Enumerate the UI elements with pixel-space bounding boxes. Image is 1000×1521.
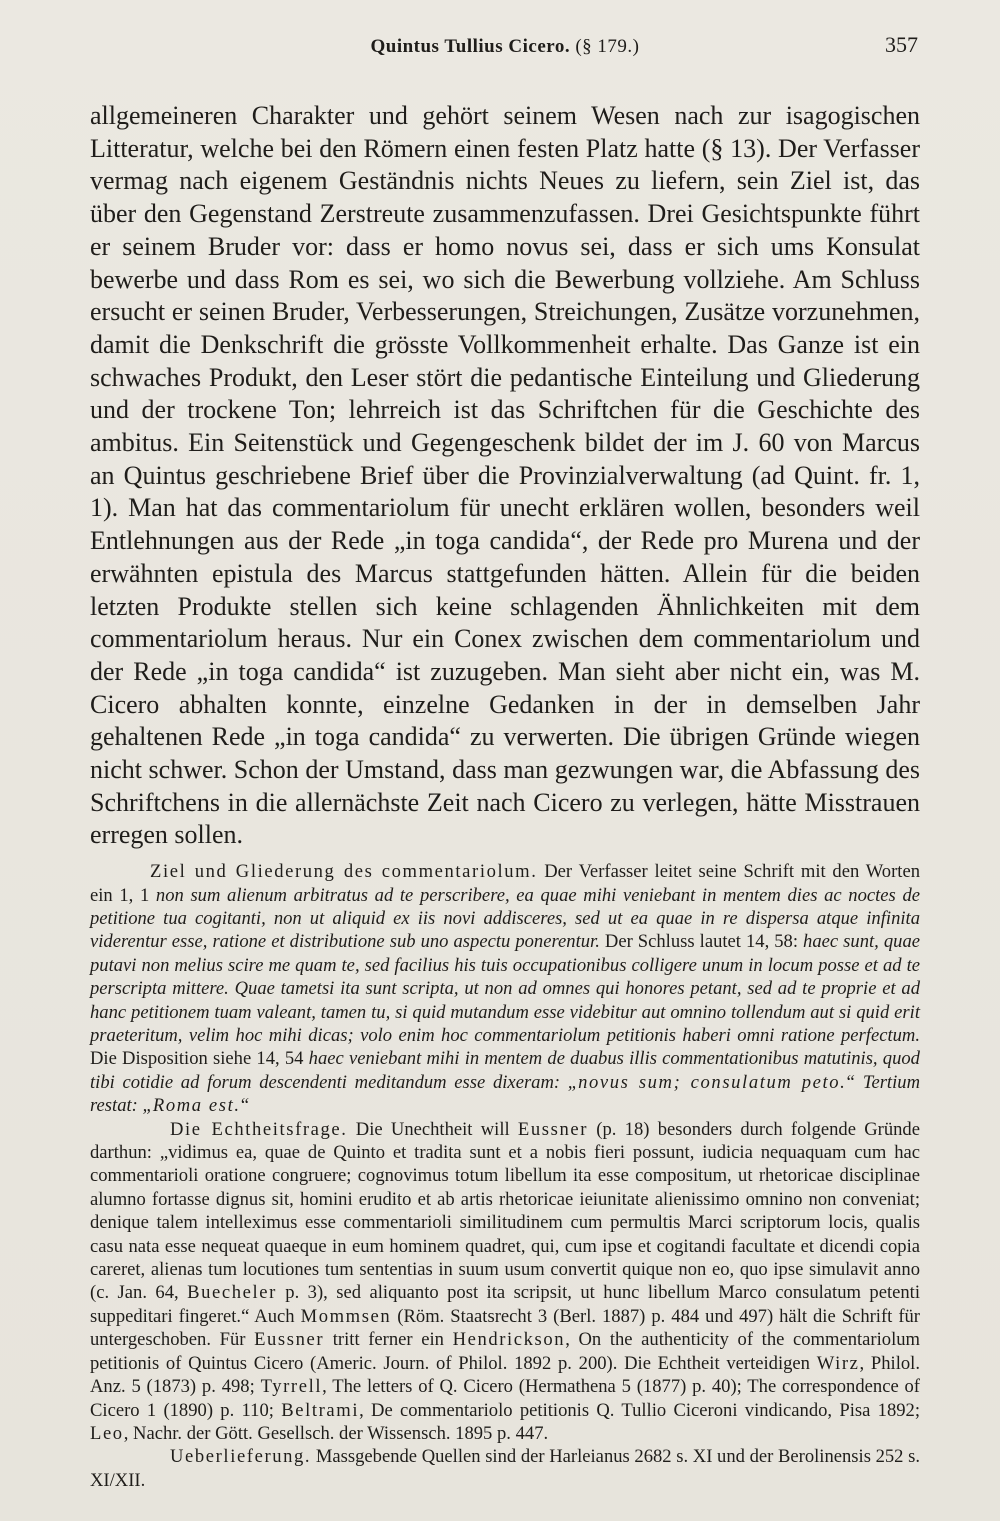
author-name: Buecheler [187,1282,277,1304]
note-text: , De commentariolo petitionis Q. Tullio Ciceroni vindicando, Pisa 1892; [359,1399,921,1421]
note-text: Die Disposition siehe 14, 54 [90,1048,309,1070]
latin-quotation: haec sunt, quae putavi non melius scire me quam te, sed facilius his tuis occupationibus colligere unum in locum posse et ad te perscripta mittere. Quae tametsi ita sunt scripta, ut non ad omnes qui honores petant, sed ad te proprie et ad hanc petitionem tuam valeant, tamen tu, si quid mutandum esse videbitur aut omnino tollendum aut si quid erit praeteritum, velim hoc mihi dicas; volo enim hoc commentariolum petitionis haberi omni ratione perfectum. [90,931,920,1047]
note-text: p. 3), sed aliquanto post ita scripsit, ut hunc libellum Marco consulatum petenti suppeditari fingeret.“ Auch [90,1282,920,1327]
note-text: , Philol. Anz. 5 (1873) p. 498; [90,1352,920,1398]
running-title-name: Quintus Tullius Cicero. [370,36,571,57]
author-name: Beltrami [281,1399,360,1421]
note-text: Die Unechtheit will [347,1118,518,1140]
note-text: Der Schluss lautet 14, 58: [599,931,804,953]
page-number: 357 [885,32,918,57]
author-name: Leo [90,1422,124,1444]
main-paragraph: allgemeineren Charakter und gehört seinem Wesen nach zur isagogischen Litteratur, welche bei den Römern einen festen Platz hatte (§ 13). Der Verfasser vermag nach eigenem Geständnis nichts Neues zu liefern, sein Ziel ist, das über den Gegenstand Zerstreute zusammenzufassen. Drei Gesichtspunkte führt er seinem Bruder vor: dass er homo novus sei, dass er sich ums Konsulat bewerbe und dass Rom es sei, wo sich die Bewerbung vollziehe. Am Schluss ersucht er seinen Bruder, Verbesserungen, Streichungen, Zusätze vorzunehmen, damit die Denkschrift die grösste Vollkommenheit erhalte. Das Ganze ist ein schwaches Produkt, den Leser stört die pedantische Einteilung und Gliederung und der trockene Ton; lehrreich ist das Schriftchen für die Geschichte des ambitus. Ein Seitenstück und Gegengeschenk bildet der im J. 60 von Marcus an Quintus geschriebene Brief über die Provinzialverwaltung (ad Quint. fr. 1, 1). Man hat das commentariolum für unecht erklären wollen, besonders weil Entlehnungen aus der Rede „in toga candida“, der Rede pro Murena und der erwähnten epistula des Marcus stattgefunden hätten. Allein für die beiden letzten Produkte stellen sich keine schlagenden Ähnlichkeiten mit dem commentariolum heraus. Nur ein Conex zwischen dem commentariolum und der Rede „in toga candida“ ist zuzugeben. Man sieht aber nicht ein, was M. Cicero abhalten konnte, einzelne Gedanken in der in demselben Jahr gehaltenen Rede „in toga candida“ zu verwerten. Die übrigen Gründe wiegen nicht schwer. Schon der Umstand, dass man gezwungen war, die Abfassung des Schriftchens in die allernächste Zeit nach Cicero zu verlegen, hätte Misstrauen erregen sollen. [90,101,920,850]
running-title-section: (§ 179.) [575,36,640,57]
latin-emphasis: Roma est [152,1095,235,1117]
note-text: tritt ferner ein [324,1329,453,1351]
note-heading: Ueberlieferung. [170,1446,312,1468]
latin-quotation: non sum alienum arbitratus ad te perscribere, ea quae mihi veniebant in mentem dies ac noctes de petitione tua cogitanti, non ut aliquid ex iis novi addisceres, sed ut ea quae in re dispersa atque infinita viderentur esse, ratione et distributione sub uno aspectu ponerentur. [90,884,920,953]
latin-quotation: .“ [234,1095,250,1117]
note-heading: Die Echtheitsfrage. [170,1118,348,1140]
author-name: Tyrrell [260,1376,323,1398]
note-text: , Nachr. der Gött. Gesellsch. der Wissensch. 1895 p. 447. [123,1422,549,1444]
footnote-section [90,860,920,1492]
author-name: Eussner [517,1118,588,1140]
note-heading: Ziel und Gliederung des commentariolum. [150,861,538,883]
note-text: , The letters of Q. Cicero (Hermathena 5 (1877) p. 40); The correspondence of Cicero 1 (1890) p. 110; [90,1376,920,1421]
running-head [90,30,920,70]
latin-emphasis: novus sum; consulatum peto [578,1071,841,1093]
note-authenticity-question [90,1118,920,1446]
author-name: Eussner [254,1329,325,1351]
note-text: , On the authenticity of the commentariolum petitionis of Quintus Cicero (Americ. Journ. of Philol. 1892 p. 200). Die Echtheit verteidigen [90,1329,921,1374]
author-name: Hendrickson [452,1329,566,1351]
note-text: (p. 18) besonders durch folgende Gründe darthun: „vidimus ea, quae de Quinto et tradita sunt et a nobis fieri possunt, iudicia nequaquam cum hac commentarioli oratione congruere; cognovimus totum libellum ita esse compositum, ut rhetoricae disciplinae alumno fortasse dignus sit, homini erudito et ab artis rhetoricae ieiunitate alienissimo omnino non conveniat; denique talem intelleximus esse commentarioli similitudinem cum permultis Marci scriptorum locis, qualis casu nata esse nequeat quaeque in eum hominem quadret, qui, cum ipse et cogitandi facultate et dicendi copia careret, alienas tum locutiones tum sententias in suum usum convertit quique non eo, quo ipse simulavit anno (c. Jan. 64, [90,1118,920,1304]
note-aim-and-structure [90,860,920,1117]
latin-quotation: haec veniebant mihi in mentem de duabus illis commentationibus matutinis, quod tibi cotidie ad forum descendenti meditandum esse dixeram: „ [90,1048,920,1093]
note-text: Der Verfasser leitet seine Schrift mit den Worten ein 1, 1 [90,861,920,906]
author-name: Mommsen [300,1305,392,1327]
latin-quotation: .“ Tertium restat: „ [90,1071,920,1117]
note-transmission [90,1445,920,1492]
author-name: Wirz [816,1352,860,1374]
note-text: (Röm. Staatsrecht 3 (Berl. 1887) p. 484 und 497) hält die Schrift für untergeschoben. Für [90,1305,920,1351]
running-title [90,36,920,58]
note-text: Massgebende Quellen sind der Harleianus 2682 s. XI und der Berolinensis 252 s. XI/XII. [90,1446,921,1491]
